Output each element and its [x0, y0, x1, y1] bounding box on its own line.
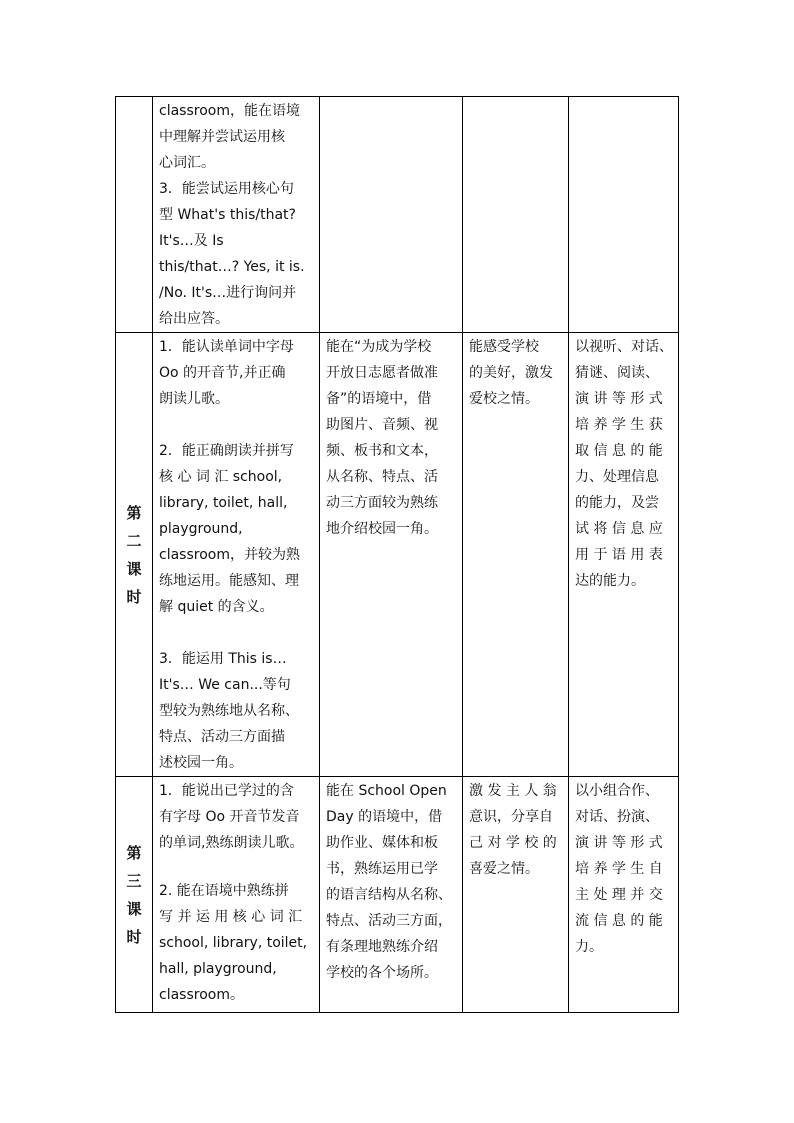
table-row [116, 777, 679, 1013]
text-line: It's… We can...等句 [159, 677, 291, 693]
text-line: this/that…? Yes, it is. [159, 259, 305, 275]
text-line: 开放日志愿者做准 [326, 365, 438, 381]
objectives-cell [153, 97, 320, 333]
text-line: Oo 的开音节,并正确 [159, 365, 286, 381]
objectives-cell [153, 333, 320, 777]
lesson-plan-table [115, 96, 679, 1013]
text-line: school, library, toilet, [159, 935, 308, 951]
text-line: 有条理地熟练介绍 [326, 939, 438, 955]
paragraph-gap [159, 620, 315, 646]
text-line: 助图片、音频、视 [326, 417, 438, 433]
text-line: 培 养 学 生 获 [575, 417, 663, 433]
text-line: 助作业、媒体和板 [326, 835, 438, 851]
text-line: 己 对 学 校 的 [469, 835, 557, 851]
text-line: 爱校之情。 [469, 391, 539, 407]
text-line: 1．能说出已学过的含 [159, 783, 294, 799]
text-line: 从名称、特点、活 [326, 469, 438, 485]
text-line: 3．能尝试运用核心句 [159, 181, 294, 197]
session-label-cell [116, 777, 153, 1013]
text-line: 1．能认读单词中字母 [159, 339, 294, 355]
text-line: 中理解并尝试运用核 [159, 129, 285, 145]
emotion-cell [463, 777, 569, 1013]
text-line: 解 quiet 的含义。 [159, 599, 274, 615]
session-label-char: 时 [126, 587, 142, 606]
ability-cell [569, 97, 679, 333]
text-line: 培 养 学 生 自 [575, 861, 663, 877]
text-line: 动三方面较为熟练 [326, 495, 438, 511]
text-line: 练地运用。能感知、理 [159, 573, 299, 589]
ability-cell [569, 333, 679, 777]
text-line: 达的能力。 [575, 573, 645, 589]
text-line: classroom，能在语境 [159, 103, 300, 119]
emotion-cell [463, 333, 569, 777]
text-line: 的美好，激发 [469, 365, 553, 381]
text-line: hall, playground, [159, 961, 277, 977]
session-label-char: 课 [126, 899, 142, 918]
emotion-cell [463, 97, 569, 333]
objectives-cell [153, 777, 320, 1013]
text-line: playground, [159, 521, 243, 537]
text-line: 写 并 运 用 核 心 词 汇 [159, 909, 303, 925]
text-line: 3．能运用 This is… [159, 651, 287, 667]
text-line: 喜爱之情。 [469, 861, 539, 877]
table-row [116, 333, 679, 777]
text-line: 书，熟练运用已学 [326, 861, 438, 877]
text-line: classroom，并较为熟 [159, 547, 300, 563]
text-line: 取 信 息 的 能 [575, 443, 663, 459]
text-line: 述校园一角。 [159, 755, 243, 771]
text-line: 的单词,熟练朗读儿歌。 [159, 835, 304, 851]
text-line: 猜谜、阅读、 [575, 365, 659, 381]
text-line: 核 心 词 汇 school, [159, 469, 283, 485]
text-line: 流 信 息 的 能 [575, 913, 663, 929]
session-label-char: 第 [126, 843, 142, 862]
text-line: 有字母 Oo 开音节发音 [159, 809, 300, 825]
task-cell [320, 97, 463, 333]
ability-cell [569, 777, 679, 1013]
text-line: 特点、活动三方面， [326, 913, 452, 929]
text-line: 心词汇。 [159, 155, 215, 171]
text-line: 演 讲 等 形 式 [575, 835, 663, 851]
text-line: 的语言结构从名称、 [326, 887, 452, 903]
text-line: 能感受学校 [469, 339, 539, 355]
table-row [116, 97, 679, 333]
text-line: 朗读儿歌。 [159, 391, 229, 407]
text-line: 演 讲 等 形 式 [575, 391, 663, 407]
session-label-char: 课 [126, 559, 142, 578]
text-line: library, toilet, hall, [159, 495, 288, 511]
text-line: 以视听、对话、 [575, 339, 673, 355]
text-line: It's…及 Is [159, 233, 224, 249]
text-line: Day 的语境中，借 [326, 809, 443, 825]
text-line: 力。 [575, 939, 603, 955]
text-line: 激 发 主 人 翁 [469, 783, 557, 799]
text-line: 用 于 语 用 表 [575, 547, 663, 563]
session-label-char: 二 [126, 531, 142, 550]
session-label-cell [116, 97, 153, 333]
text-line: 学校的各个场所。 [326, 965, 438, 981]
text-line: 力、处理信息 [575, 469, 659, 485]
text-line: 地介绍校园一角。 [326, 521, 438, 537]
text-line: 特点、活动三方面描 [159, 729, 285, 745]
text-line: 备”的语境中，借 [326, 391, 432, 407]
text-line: 能在 School Open [326, 783, 447, 799]
paragraph-gap [159, 856, 315, 878]
text-line: 2．能正确朗读并拼写 [159, 443, 294, 459]
text-line: 能在“为成为学校 [326, 339, 432, 355]
text-line: 以小组合作、 [575, 783, 659, 799]
session-label-char: 第 [126, 503, 142, 522]
text-line: 主 处 理 并 交 [575, 887, 663, 903]
text-line: 给出应答。 [159, 311, 229, 327]
text-line: classroom。 [159, 987, 244, 1003]
text-line: 频、板书和文本， [326, 443, 438, 459]
text-line: 型较为熟练地从名称、 [159, 703, 299, 719]
text-line: 试 将 信 息 应 [575, 521, 663, 537]
text-line: 对话、扮演、 [575, 809, 659, 825]
text-line: 意识，分享自 [469, 809, 553, 825]
session-label-char: 三 [126, 871, 142, 890]
text-line: 型 What's this/that? [159, 207, 296, 223]
paragraph-gap [159, 412, 315, 438]
session-label-cell [116, 333, 153, 777]
text-line: 2. 能在语境中熟练拼 [159, 883, 289, 899]
text-line: 的能力，及尝 [575, 495, 659, 511]
task-cell [320, 777, 463, 1013]
session-label-char: 时 [126, 927, 142, 946]
task-cell [320, 333, 463, 777]
text-line: /No. It's…进行询问并 [159, 285, 297, 301]
